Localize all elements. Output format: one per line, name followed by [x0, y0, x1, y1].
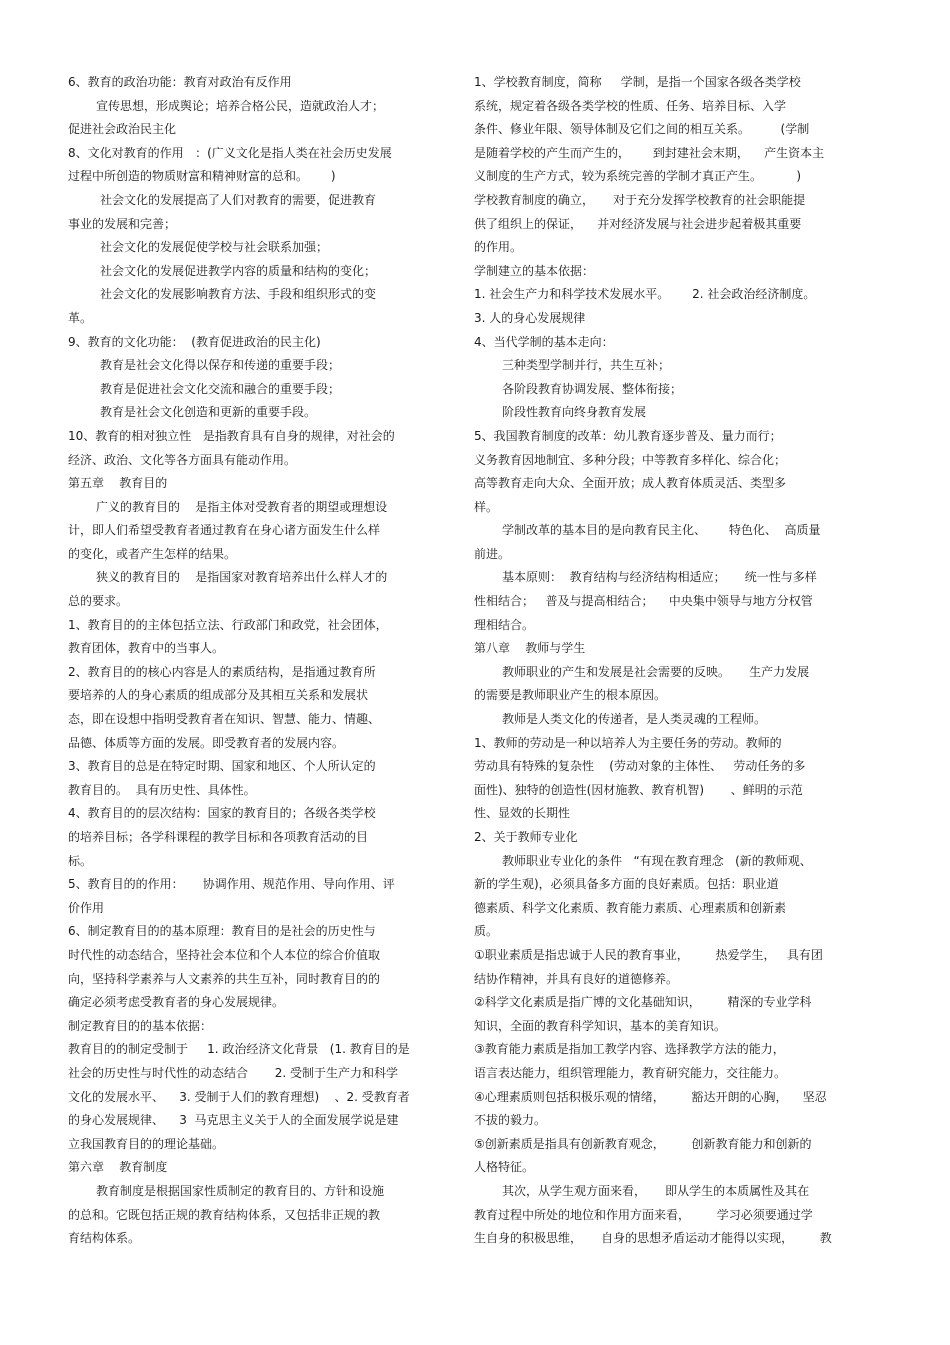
text-line: 4、当代学制的基本走向： [474, 334, 614, 349]
text-line: 教育团体，教育中的当事人。 [68, 641, 225, 656]
text-line: 社会文化的发展促使学校与社会联系加强； [100, 240, 329, 255]
text-line: 革。 [68, 310, 93, 325]
text-line: 第六章 教育制度 [68, 1160, 168, 1175]
text-line: 1、教育目的的主体包括立法、行政部门和政党，社会团体， [68, 617, 388, 632]
text-line: ③教育能力素质是指加工教学内容、选择教学方法的能力， [474, 1042, 785, 1057]
text-line: 广义的教育目的 是指主体对受教育者的期望或理想设 [96, 499, 388, 514]
text-line: 人格特征。 [474, 1160, 535, 1175]
text-line: 教师职业的产生和发展是社会需要的反映。 生产力发展 [502, 664, 810, 679]
text-line: 教育制度是根据国家性质制定的教育目的、方针和设施 [96, 1183, 385, 1198]
text-line: 的需要是教师职业产生的根本原因。 [474, 688, 667, 703]
text-line: 质。 [474, 924, 499, 939]
text-line: 义制度的生产方式，较为系统完善的学制才真正产生。 ) [474, 169, 802, 184]
text-line: 的身心发展规律、 3 马克思主义关于人的全面发展学说是建 [68, 1113, 399, 1128]
text-line: 社会文化的发展促进教学内容的质量和结构的变化； [100, 263, 377, 278]
text-line: 前进。 [474, 546, 511, 561]
text-line: 立我国教育目的的理论基础。 [68, 1136, 225, 1151]
text-line: 学校教育制度的确立， 对于充分发挥学校教育的社会职能提 [474, 192, 806, 207]
text-line: 的培养目标；各学科课程的教学目标和各项教育活动的目 [68, 830, 369, 844]
text-line: 事业的发展和完善； [68, 216, 177, 231]
text-line: 总的要求。 [68, 594, 129, 609]
text-line: 4、教育目的的层次结构：国家的教育目的；各级各类学校 [68, 806, 376, 821]
text-line: 社会文化的发展提高了人们对教育的需要，促进教育 [100, 192, 377, 207]
text-line: 阶段性教育向终身教育发展 [502, 405, 647, 420]
text-line: 文化的发展水平、 3. 受制于人们的教育理想) 、2. 受教育者 [68, 1089, 410, 1104]
text-line: 系统，规定着各级各类学校的性质、任务、培养目标、入学 [474, 98, 787, 113]
text-line: 计，即人们希望受教育者通过教育在身心诸方面发生什么样 [68, 523, 381, 538]
left-text-column [68, 71, 438, 1251]
text-line: 面性)、独特的创造性(因材施教、教育机智) 、鲜明的示范 [474, 782, 803, 797]
text-line: 义务教育因地制宜、多种分段；中等教育多样化、综合化； [474, 452, 787, 467]
text-line: ⑤创新素质是指具有创新教育观念， 创新教育能力和创新的 [474, 1136, 812, 1151]
text-line: 过程中所创造的物质财富和精神财富的总和。 ) [68, 169, 336, 184]
text-line: 教育是促进社会文化交流和融合的重要手段； [100, 381, 341, 396]
text-line: 教育过程中所处的地位和作用方面来看， 学习必须要通过学 [474, 1207, 813, 1222]
text-line: 10、教育的相对独立性 是指教育具有自身的规律，对社会的 [68, 428, 395, 443]
text-line: 性、显效的长期性 [474, 806, 571, 821]
text-line: 向，坚持科学素养与人文素养的共生互补，同时教育目的的 [68, 971, 381, 986]
text-line: 新的学生观)，必须具备多方面的良好素质。包括：职业道 [474, 877, 779, 892]
text-line: 教育是社会文化创造和更新的重要手段。 [100, 405, 317, 420]
text-line: 狭义的教育目的 是指国家对教育培养出什么样人才的 [96, 570, 388, 585]
text-line: 1. 社会生产力和科学技术发展水平。 2. 社会政治经济制度。 [474, 287, 816, 302]
text-line: 制定教育目的的基本依据： [68, 1018, 213, 1033]
text-line: 不拔的毅力。 [474, 1113, 547, 1128]
text-line: 教育目的。 具有历史性、具体性。 [68, 782, 256, 797]
text-line: 教师是人类文化的传递者，是人类灵魂的工程师。 [502, 712, 767, 727]
text-line: 品德、体质等方面的发展。即受教育者的发展内容。 [68, 735, 345, 750]
text-line: 要培养的人的身心素质的组成部分及其相互关系和发展状 [68, 688, 369, 703]
text-line: ①职业素质是指忠诚于人民的教育事业， 热爱学生， 具有团 [474, 947, 823, 962]
text-line: 经济、政治、文化等各方面具有能动作用。 [68, 452, 297, 467]
text-line: 2、关于教师专业化 [474, 830, 578, 844]
text-line: 促进社会政治民主化 [68, 122, 177, 137]
text-line: 1、教师的劳动是一种以培养人为主要任务的劳动。教师的 [474, 735, 782, 750]
text-line: 结协作精神，并具有良好的道德修养。 [474, 971, 679, 986]
text-line: 条件、修业年限、领导体制及它们之间的相互关系。 (学制 [474, 122, 810, 137]
text-line: 价作用 [68, 900, 105, 915]
text-line: 学制建立的基本依据： [474, 263, 595, 278]
text-line: 第八章 教师与学生 [474, 641, 586, 656]
text-line: 9、教育的文化功能： (教育促进政治的民主化) [68, 334, 321, 349]
text-line: 高等教育走向大众、全面开放；成人教育体质灵活、类型多 [474, 476, 787, 491]
text-line: 教师职业专业化的条件 “有现在教育理念 (新的教师观、 [502, 853, 812, 868]
text-line: 1、学校教育制度，简称 学制，是指一个国家各级各类学校 [474, 75, 801, 89]
text-line: 6、制定教育目的的基本原理：教育目的是社会的历史性与 [68, 924, 376, 939]
text-line: 三种类型学制并行，共生互补； [502, 358, 671, 373]
text-line: 性相结合； 普及与提高相结合； 中央集中领导与地方分权管 [474, 594, 813, 609]
text-line: 学制改革的基本目的是向教育民主化、 特色化、 高质量 [502, 523, 821, 538]
text-line: 语言表达能力，组织管理能力，教育研究能力，交往能力。 [474, 1065, 787, 1080]
text-line: 宣传思想，形成舆论；培养合格公民，造就政治人才； [96, 98, 385, 113]
text-line: 劳动具有特殊的复杂性 (劳动对象的主体性、 劳动任务的多 [474, 759, 806, 774]
text-line: 教育是社会文化得以保存和传递的重要手段； [100, 358, 341, 373]
text-line: 是随着学校的产生而产生的， 到封建社会末期， 产生资本主 [474, 145, 825, 160]
text-line: 供了组织上的保证， 并对经济发展与社会进步起着极其重要 [474, 216, 802, 231]
text-line: 时代性的动态结合，坚持社会本位和个人本位的综合价值取 [68, 947, 381, 962]
text-line: 3. 人的身心发展规律 [474, 310, 586, 325]
text-line: 第五章 教育目的 [68, 476, 168, 491]
text-line: 育结构体系。 [68, 1231, 141, 1246]
text-line: 社会文化的发展影响教育方法、手段和组织形式的变 [100, 287, 377, 302]
text-line: ④心理素质则包括积极乐观的情绪， 豁达开朗的心胸， 坚忍 [474, 1089, 827, 1104]
text-line: 态，即在设想中指明受教育者在知识、智慧、能力、情趣、 [68, 712, 381, 727]
text-line: 标。 [68, 853, 93, 868]
text-line: ②科学文化素质是指广博的文化基础知识， 精深的专业学科 [474, 995, 812, 1010]
text-line: 基本原则： 教育结构与经济结构相适应； 统一性与多样 [502, 570, 817, 585]
text-line: 德素质、科学文化素质、教育能力素质、心理素质和创新素 [474, 900, 787, 915]
text-line: 其次，从学生观方面来看， 即从学生的本质属性及其在 [502, 1183, 810, 1198]
text-line: 生自身的积极思维， 自身的思想矛盾运动才能得以实现， 教 [474, 1231, 832, 1246]
text-line: 的作用。 [474, 240, 523, 255]
text-line: 5、教育目的的作用： 协调作用、规范作用、导向作用、评 [68, 877, 395, 892]
right-text-column [474, 71, 852, 1251]
text-line: 的变化，或者产生怎样的结果。 [68, 546, 237, 561]
text-line: 3、教育目的总是在特定时期、国家和地区、个人所认定的 [68, 759, 376, 774]
text-line: 社会的历史性与时代性的动态结合 2. 受制于生产力和科学 [68, 1065, 398, 1080]
text-line: 的总和。它既包括正规的教育结构体系，又包括非正规的教 [68, 1207, 381, 1222]
text-line: 确定必须考虑受教育者的身心发展规律。 [68, 995, 285, 1010]
text-line: 5、我国教育制度的改革：幼儿教育逐步普及、量力而行； [474, 428, 782, 443]
text-line: 各阶段教育协调发展、整体衔接； [502, 381, 683, 396]
text-line: 6、教育的政治功能：教育对政治有反作用 [68, 75, 292, 89]
text-line: 样。 [474, 499, 499, 514]
text-line: 8、文化对教育的作用 ：(广义文化是指人类在社会历史发展 [68, 145, 392, 160]
text-line: 教育目的的制定受制于 1. 政治经济文化背景 (1. 教育目的是 [68, 1042, 410, 1057]
text-line: 理相结合。 [474, 617, 535, 632]
text-line: 知识，全面的教育科学知识，基本的美育知识。 [474, 1018, 727, 1033]
text-line: 2、教育目的的核心内容是人的素质结构，是指通过教育所 [68, 664, 376, 679]
